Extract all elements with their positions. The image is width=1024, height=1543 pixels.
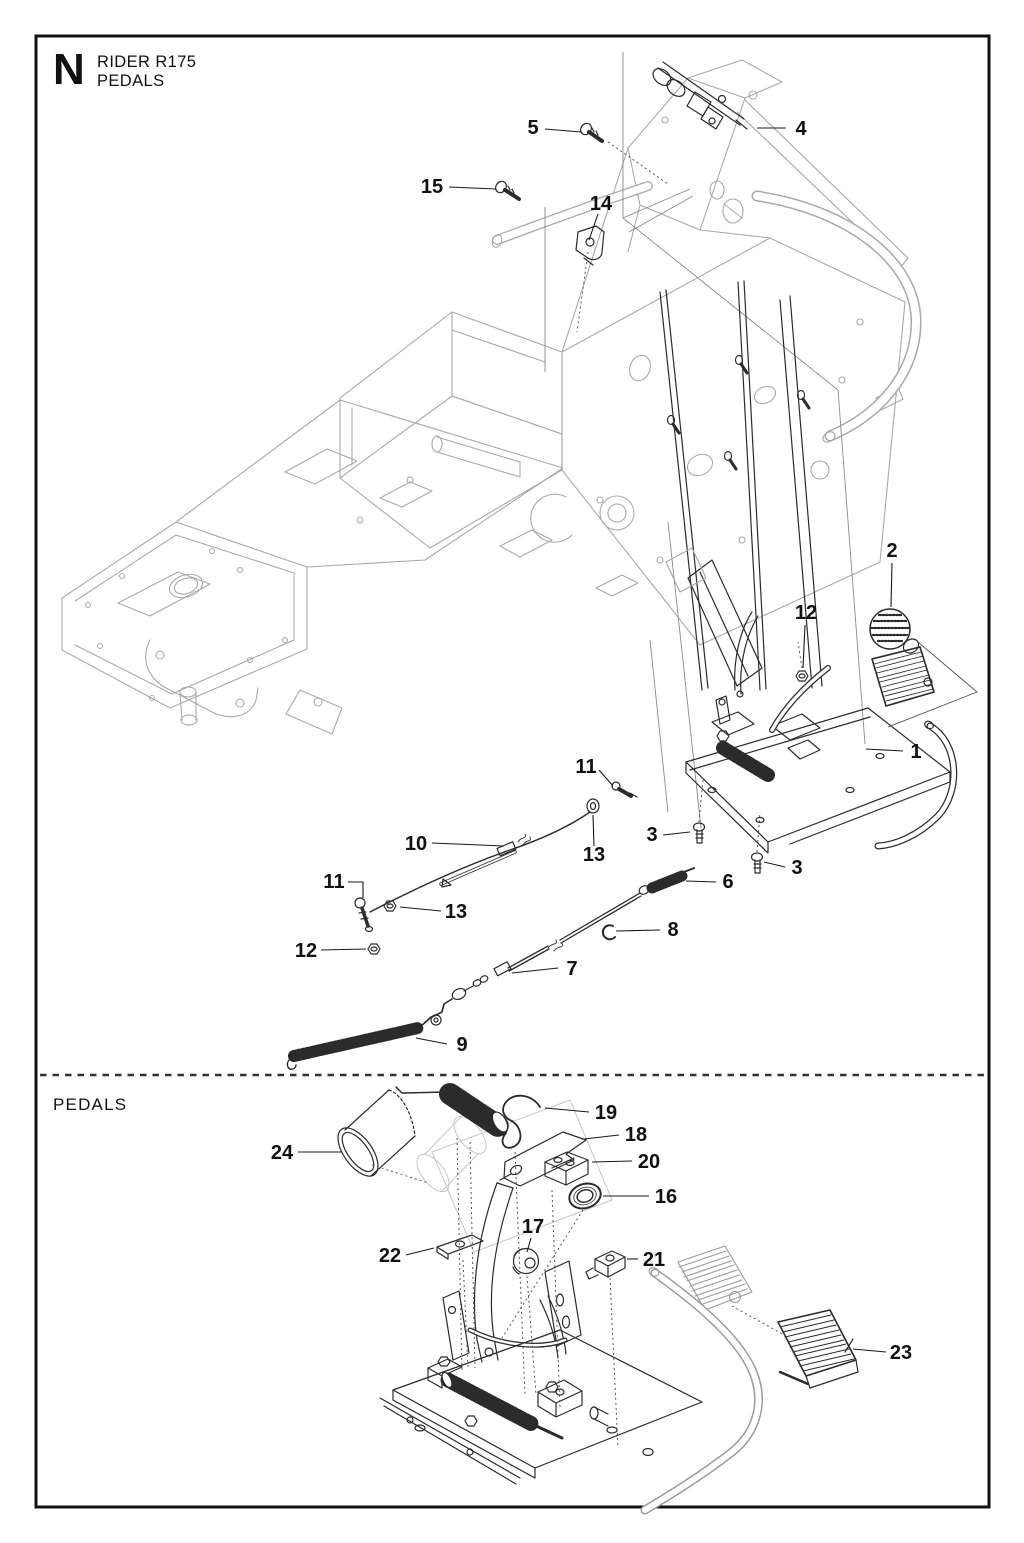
part-hook-19 xyxy=(503,1096,540,1148)
callout-15 xyxy=(421,176,496,198)
svg-text:24: 24 xyxy=(270,1142,294,1164)
part-nut-12-lower xyxy=(368,944,380,954)
callout-3-right xyxy=(764,857,803,879)
part-bracket-14 xyxy=(576,226,604,265)
svg-text:4: 4 xyxy=(795,118,807,140)
part-bolt-3-left xyxy=(694,823,705,843)
svg-text:13: 13 xyxy=(444,901,468,923)
upper-parts xyxy=(287,62,953,1069)
callout-17 xyxy=(522,1216,544,1252)
callout-21 xyxy=(627,1249,665,1271)
svg-text:2: 2 xyxy=(886,540,898,562)
lower-light-parts xyxy=(642,1246,758,1510)
svg-text:3: 3 xyxy=(791,857,803,879)
part-grommet-13-upper xyxy=(587,799,599,813)
part-pedal-pad-upper xyxy=(872,647,934,706)
part-pedal-lever-blade xyxy=(666,548,762,686)
callout-22 xyxy=(379,1245,434,1267)
svg-text:14: 14 xyxy=(589,193,613,215)
part-plate-22 xyxy=(437,1235,483,1259)
part-ring-16 xyxy=(566,1180,604,1213)
part-roller-17 xyxy=(513,1249,539,1275)
svg-text:18: 18 xyxy=(624,1124,648,1146)
part-lever-assembly-4 xyxy=(650,62,747,129)
svg-text:22: 22 xyxy=(378,1245,402,1267)
section-divider xyxy=(40,1075,984,1114)
callout-24 xyxy=(271,1142,342,1164)
callout-23 xyxy=(853,1342,912,1364)
svg-text:23: 23 xyxy=(889,1342,913,1364)
svg-text:8: 8 xyxy=(667,919,679,941)
svg-text:20: 20 xyxy=(637,1151,661,1173)
part-spring-9 xyxy=(287,1017,431,1069)
svg-text:10: 10 xyxy=(404,833,428,855)
part-nut-12-upper xyxy=(796,671,808,681)
callout-20 xyxy=(592,1151,660,1173)
callout-11-lower xyxy=(323,871,363,898)
callout-13-lower xyxy=(400,901,467,923)
callout-13-upper xyxy=(583,815,605,866)
part-ballstud-11-lower xyxy=(355,898,365,908)
callout-9 xyxy=(416,1034,468,1056)
part-bolt-3-right xyxy=(752,853,763,873)
svg-text:11: 11 xyxy=(323,871,345,893)
part-cable-7 xyxy=(431,868,694,1025)
svg-text:5: 5 xyxy=(527,117,539,139)
svg-text:21: 21 xyxy=(642,1249,666,1271)
part-sleeve-24 xyxy=(330,1090,415,1183)
lower-parts xyxy=(330,1087,858,1484)
callout-8 xyxy=(616,919,679,941)
callout-18 xyxy=(584,1124,647,1146)
part-coupler-6 xyxy=(652,876,682,888)
callout-10 xyxy=(405,833,504,855)
callout-11-upper xyxy=(575,756,613,786)
svg-text:3: 3 xyxy=(646,824,658,846)
svg-text:16: 16 xyxy=(654,1186,678,1208)
lower-ghost-shapes xyxy=(411,1100,612,1252)
svg-text:19: 19 xyxy=(594,1102,618,1124)
header xyxy=(53,45,196,94)
svg-text:7: 7 xyxy=(566,958,578,980)
svg-text:12: 12 xyxy=(294,940,318,962)
model-title: RIDER R175 xyxy=(97,53,197,71)
lower-section-label: PEDALS xyxy=(53,1095,128,1114)
page-border xyxy=(36,36,989,1507)
section-title: PEDALS xyxy=(97,72,165,90)
svg-text:9: 9 xyxy=(456,1034,468,1056)
svg-text:13: 13 xyxy=(582,844,606,866)
callout-5 xyxy=(527,117,581,139)
part-hairpin-tube xyxy=(645,1266,758,1510)
part-clip-21 xyxy=(586,1251,625,1279)
callout-16 xyxy=(603,1186,677,1208)
part-screw-15 xyxy=(493,179,519,199)
svg-text:15: 15 xyxy=(420,176,444,198)
part-brake-rods xyxy=(660,281,822,690)
svg-text:11: 11 xyxy=(575,756,597,778)
callout-2 xyxy=(886,540,897,607)
part-screw-5 xyxy=(578,121,602,141)
callout-3-left xyxy=(646,824,690,846)
construction-lines xyxy=(545,52,977,828)
part-base-assembly xyxy=(380,1330,702,1484)
callout-12-lower xyxy=(295,940,366,962)
svg-text:17: 17 xyxy=(521,1216,545,1238)
callout-6 xyxy=(686,871,734,893)
callout-7 xyxy=(512,958,578,980)
part-pedal-arm xyxy=(443,1174,581,1362)
svg-text:12: 12 xyxy=(794,602,818,624)
callout-1 xyxy=(866,741,922,763)
section-index-letter: N xyxy=(53,45,85,94)
part-ring-8 xyxy=(603,925,615,939)
svg-text:6: 6 xyxy=(722,871,734,893)
callout-12-upper xyxy=(795,602,817,668)
part-block-20 xyxy=(545,1152,588,1185)
svg-text:1: 1 xyxy=(910,741,922,763)
part-pedal-pad-23 xyxy=(778,1310,858,1388)
